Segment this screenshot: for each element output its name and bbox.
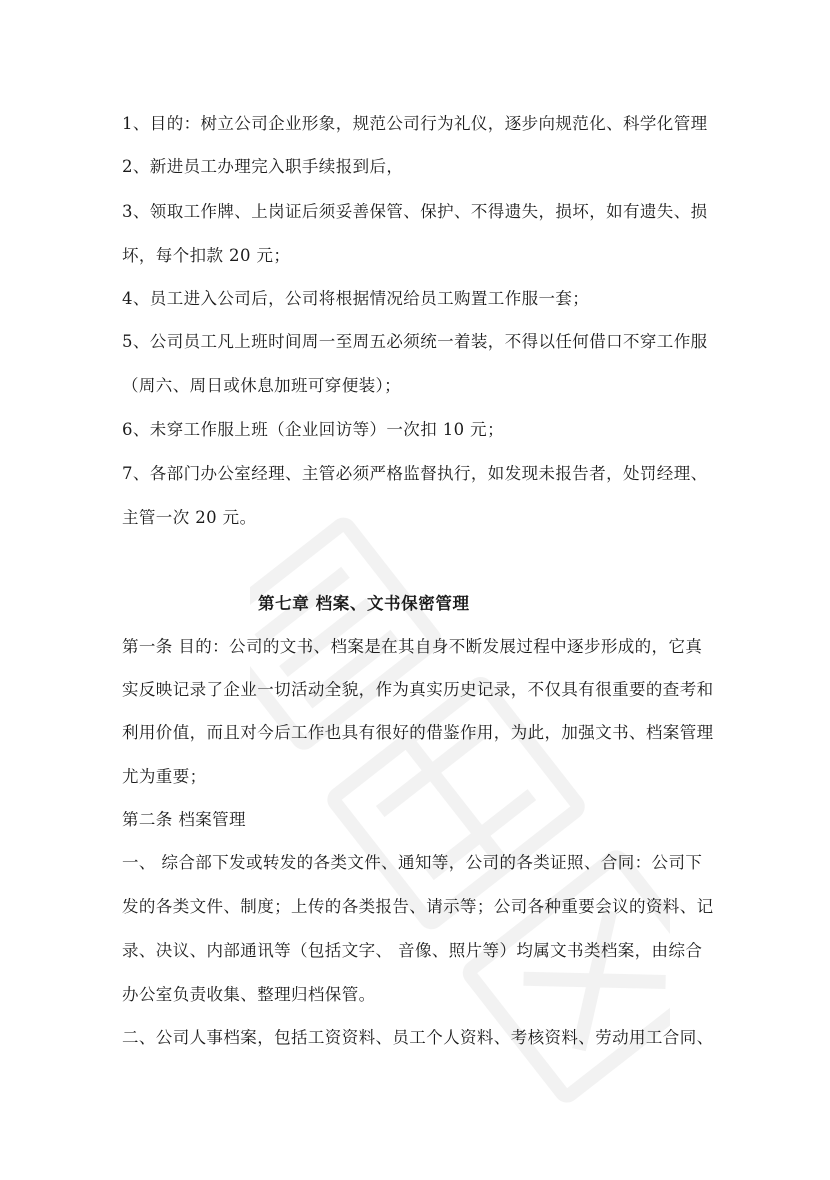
- paragraph-line: 主管一次 20 元。: [122, 508, 257, 527]
- article-heading: 第二条 档案管理: [122, 810, 246, 829]
- paragraph-line: 5、公司员工凡上班时间周一至周五必须统一着装，不得以任何借口不穿工作服: [122, 332, 708, 351]
- paragraph-line: 利用价值，而且对今后工作也具有很好的借鉴作用，为此，加强文书、档案管理: [122, 723, 714, 742]
- paragraph-line: 4、员工进入公司后，公司将根据情况给员工购置工作服一套；: [122, 289, 590, 308]
- chapter-heading: 第七章 档案、文书保密管理: [258, 594, 470, 613]
- paragraph-line: 二、公司人事档案，包括工资资料、员工个人资料、考核资料、劳动用工合同、: [122, 1028, 714, 1047]
- paragraph-line: 录、决议、内部通讯等（包括文字、 音像、照片等）均属文书类档案，由综合: [122, 941, 703, 960]
- paragraph-line: 1、目的：树立公司企业形象，规范公司行为礼仪，逐步向规范化、科学化管理: [122, 114, 708, 133]
- paragraph-line: 尤为重要；: [122, 767, 207, 786]
- paragraph-line: 坏，每个扣款 20 元；: [122, 246, 291, 265]
- watermark: [250, 420, 670, 1180]
- paragraph-line: 2、新进员工办理完入职手续报到后，: [122, 157, 404, 176]
- paragraph-line: 办公室负责收集、整理归档保管。: [122, 985, 376, 1004]
- paragraph-line: 第一条 目的：公司的文书、档案是在其自身不断发展过程中逐步形成的，它真: [122, 637, 703, 656]
- paragraph-line: 7、各部门办公室经理、主管必须严格监督执行，如发现未报告者，处罚经理、: [122, 464, 708, 483]
- paragraph-line: 6、未穿工作服上班（企业回访等）一次扣 10 元；: [122, 420, 504, 439]
- paragraph-line: （周六、周日或休息加班可穿便装）；: [122, 376, 402, 395]
- paragraph-line: 一、 综合部下发或转发的各类文件、通知等，公司的各类证照、合同：公司下: [122, 853, 703, 872]
- paragraph-line: 实反映记录了企业一切活动全貌，作为真实历史记录，不仅具有很重要的查考和: [122, 680, 714, 699]
- paragraph-line: 发的各类文件、制度；上传的各类报告、请示等；公司各种重要会议的资料、记: [122, 897, 714, 916]
- paragraph-line: 3、领取工作牌、上岗证后须妥善保管、保护、不得遗失，损坏，如有遗失、损: [122, 202, 708, 221]
